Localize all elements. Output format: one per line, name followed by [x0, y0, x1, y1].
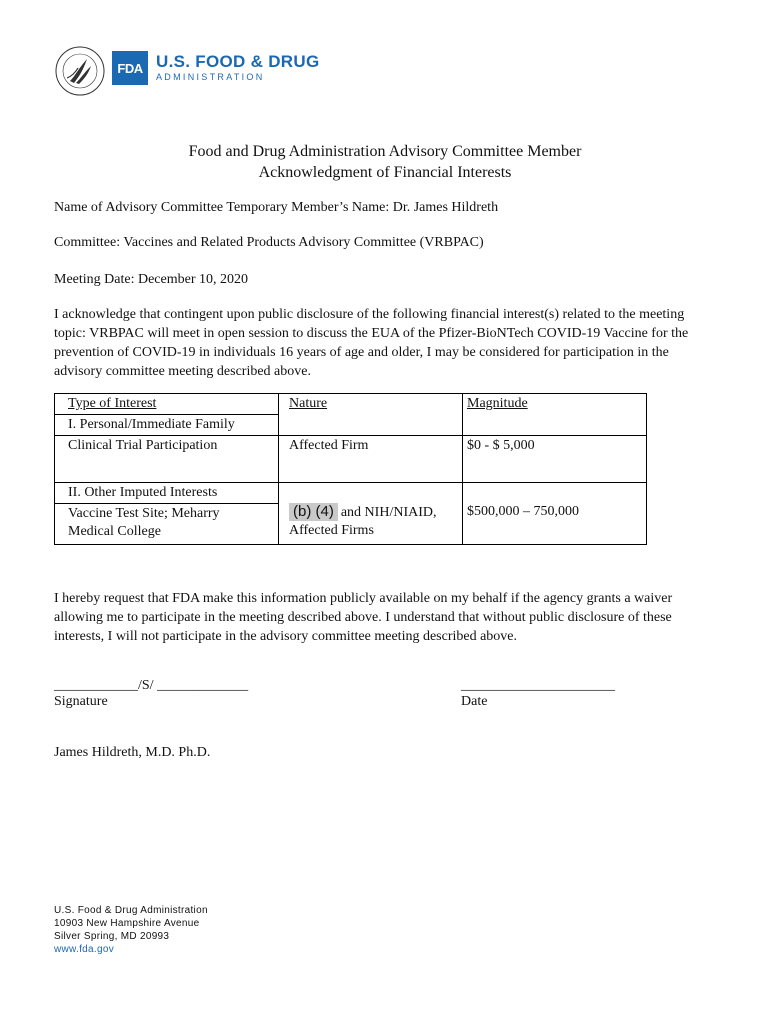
- title-line2: Acknowledgment of Financial Interests: [258, 164, 512, 181]
- table-header-row: [55, 394, 647, 415]
- date-label: Date: [461, 694, 488, 709]
- title-line1: Food and Drug Administration Advisory Committee Member: [188, 143, 582, 160]
- row1-magnitude: $0 - $ 5,000: [463, 436, 647, 483]
- row2-nature-line2: Affected Firms: [289, 523, 374, 538]
- financial-interests-table: [54, 393, 647, 545]
- header-magnitude: Magnitude: [463, 394, 647, 436]
- member-name-field: Name of Advisory Committee Temporary Member’s Name: Dr. James Hildreth: [54, 200, 499, 215]
- row1-type: Clinical Trial Participation: [55, 436, 279, 483]
- row2-nature-line1: and NIH/NIAID,: [340, 505, 437, 520]
- fda-badge: FDA: [112, 51, 148, 85]
- meeting-date-field: Meeting Date: December 10, 2020: [54, 272, 248, 287]
- footer-address: [54, 904, 208, 956]
- row2-nature: [279, 483, 463, 545]
- redaction-box: (b) (4): [289, 503, 338, 521]
- acknowledgment-paragraph: I acknowledge that contingent upon public disclosure of the following financial interest(s) related to the meeting topic: VRBPAC will meet in open session to discuss the EUA of the Pfizer-BioNTech COVID-19 Vaccine for the prevention of COVID-19 in individuals 16 years of age and older, I may be considered for participation in the advisory committee meeting described above.: [54, 307, 689, 379]
- fda-logo-line2: ADMINISTRATION: [156, 72, 265, 82]
- signature-line: ____________/S/ _____________: [54, 678, 249, 693]
- fda-logo-line1: U.S. FOOD & DRUG: [156, 52, 320, 71]
- document-title: [0, 141, 770, 183]
- header-type-of-interest: Type of Interest: [55, 394, 279, 415]
- footer-line3: Silver Spring, MD 20993: [54, 931, 170, 942]
- section-row-imputed: [55, 483, 647, 504]
- disclosure-request-paragraph: I hereby request that FDA make this information publicly available on my behalf if the agency grants a waiver allowing me to participate in the meeting described above. I understand that without public disclosure of these interests, I will not participate in the advisory committee meeting described above.: [54, 591, 673, 644]
- header-nature: Nature: [279, 394, 463, 436]
- row1-nature: Affected Firm: [279, 436, 463, 483]
- fda-website-link[interactable]: www.fda.gov: [54, 944, 114, 955]
- footer-line2: 10903 New Hampshire Avenue: [54, 918, 200, 929]
- section-imputed-interests: II. Other Imputed Interests: [55, 483, 279, 504]
- hhs-seal-icon: [54, 45, 106, 97]
- row2-magnitude: $500,000 – 750,000: [463, 483, 647, 545]
- fda-logo: [112, 50, 319, 86]
- table-row: [55, 436, 647, 483]
- row2-type-line2: Medical College: [68, 524, 161, 539]
- committee-field: Committee: Vaccines and Related Products Advisory Committee (VRBPAC): [54, 235, 484, 250]
- date-line: ______________________: [461, 678, 615, 693]
- section-personal-family: I. Personal/Immediate Family: [55, 415, 279, 436]
- row2-type-line1: Vaccine Test Site; Meharry: [68, 506, 220, 521]
- footer-line1: U.S. Food & Drug Administration: [54, 905, 208, 916]
- printed-name: James Hildreth, M.D. Ph.D.: [54, 745, 211, 760]
- row2-type: [55, 504, 279, 545]
- signature-label: Signature: [54, 694, 108, 709]
